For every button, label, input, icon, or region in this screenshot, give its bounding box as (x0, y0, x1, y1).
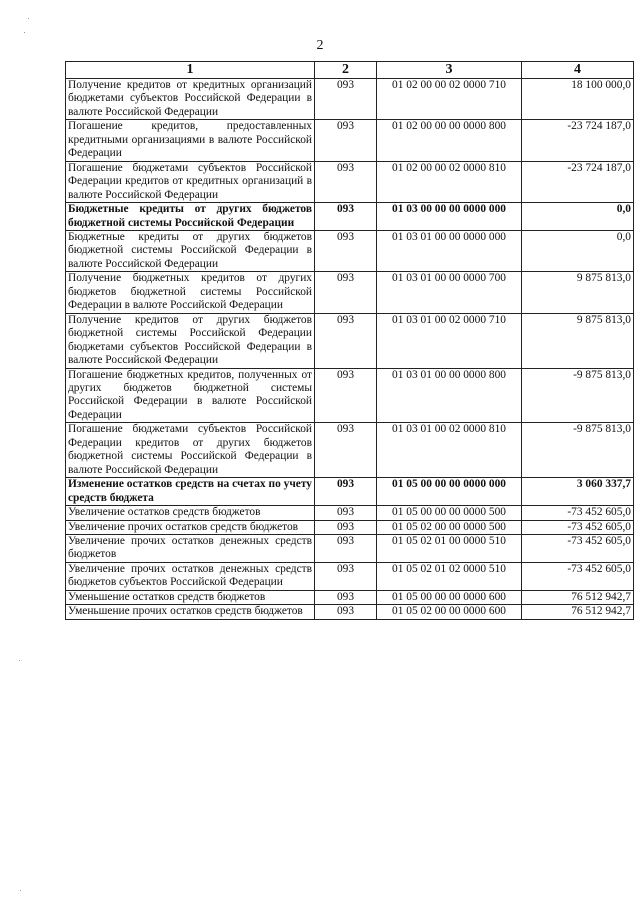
table-header-row (66, 62, 634, 79)
row-code-cell: 01 05 02 01 00 0000 510 (377, 534, 522, 562)
row-admin-cell: 093 (315, 203, 377, 231)
table-row (66, 520, 634, 534)
table-row (66, 272, 634, 313)
row-amount-cell: 0,0 (522, 230, 634, 271)
table-row (66, 120, 634, 161)
row-code-cell: 01 05 02 00 00 0000 500 (377, 520, 522, 534)
row-admin-cell: 093 (315, 590, 377, 604)
row-code-cell: 01 05 02 01 02 0000 510 (377, 562, 522, 590)
table-row (66, 230, 634, 271)
row-amount-cell: -23 724 187,0 (522, 120, 634, 161)
row-code-cell: 01 03 00 00 00 0000 000 (377, 203, 522, 231)
table-row (66, 478, 634, 506)
table-row (66, 423, 634, 478)
row-name-cell: Бюджетные кредиты от других бюджетов бюджетной системы Российской Федерации (66, 203, 315, 231)
row-code-cell: 01 05 00 00 00 0000 000 (377, 478, 522, 506)
table-row (66, 368, 634, 423)
row-amount-cell: -73 452 605,0 (522, 506, 634, 520)
row-name-cell: Погашение бюджетами субъектов Российской Федерации кредитов от других бюджетов бюджетной системы Российской Федерации в валюте Российской Федерации (66, 423, 315, 478)
row-code-cell: 01 03 01 00 00 0000 000 (377, 230, 522, 271)
row-amount-cell: 18 100 000,0 (522, 79, 634, 120)
column-header-admin: 2 (315, 62, 377, 79)
row-name-cell: Получение кредитов от кредитных организаций бюджетами субъектов Российской Федерации в валюте Российской Федерации (66, 79, 315, 120)
row-code-cell: 01 05 00 00 00 0000 500 (377, 506, 522, 520)
row-amount-cell: -73 452 605,0 (522, 520, 634, 534)
row-name-cell: Погашение бюджетных кредитов, полученных от других бюджетов бюджетной системы Российской Федерации в валюте Российской Федерации (66, 368, 315, 423)
row-code-cell: 01 03 01 00 02 0000 810 (377, 423, 522, 478)
scan-speck (28, 18, 29, 19)
row-admin-cell: 093 (315, 79, 377, 120)
row-code-cell: 01 02 00 00 02 0000 810 (377, 161, 522, 202)
row-admin-cell: 093 (315, 562, 377, 590)
row-amount-cell: -9 875 813,0 (522, 368, 634, 423)
column-header-name: 1 (66, 62, 315, 79)
row-admin-cell: 093 (315, 478, 377, 506)
row-name-cell: Увеличение прочих остатков средств бюджетов (66, 520, 315, 534)
row-code-cell: 01 05 00 00 00 0000 600 (377, 590, 522, 604)
row-code-cell: 01 02 00 00 02 0000 710 (377, 79, 522, 120)
row-name-cell: Увеличение прочих остатков денежных средств бюджетов субъектов Российской Федерации (66, 562, 315, 590)
row-admin-cell: 093 (315, 120, 377, 161)
row-code-cell: 01 03 01 00 00 0000 800 (377, 368, 522, 423)
row-amount-cell: 9 875 813,0 (522, 313, 634, 368)
row-name-cell: Изменение остатков средств на счетах по учету средств бюджета (66, 478, 315, 506)
table-row (66, 506, 634, 520)
row-name-cell: Уменьшение прочих остатков средств бюджетов (66, 605, 315, 619)
row-amount-cell: 76 512 942,7 (522, 605, 634, 619)
row-admin-cell: 093 (315, 423, 377, 478)
column-header-amount: 4 (522, 62, 634, 79)
table-row (66, 203, 634, 231)
row-amount-cell: 9 875 813,0 (522, 272, 634, 313)
row-name-cell: Уменьшение остатков средств бюджетов (66, 590, 315, 604)
table-row (66, 534, 634, 562)
row-admin-cell: 093 (315, 506, 377, 520)
row-admin-cell: 093 (315, 368, 377, 423)
row-code-cell: 01 03 01 00 00 0000 700 (377, 272, 522, 313)
row-amount-cell: 0,0 (522, 203, 634, 231)
row-name-cell: Увеличение остатков средств бюджетов (66, 506, 315, 520)
row-admin-cell: 093 (315, 534, 377, 562)
row-admin-cell: 093 (315, 605, 377, 619)
table-row (66, 605, 634, 619)
table-row (66, 562, 634, 590)
row-amount-cell: -73 452 605,0 (522, 562, 634, 590)
table-row (66, 79, 634, 120)
page-number: 2 (316, 38, 324, 53)
scan-speck (20, 890, 21, 891)
row-name-cell: Погашение бюджетами субъектов Российской Федерации кредитов от кредитных организаций в валюте Российской Федерации (66, 161, 315, 202)
row-admin-cell: 093 (315, 161, 377, 202)
row-admin-cell: 093 (315, 230, 377, 271)
budget-sources-table (65, 61, 634, 620)
row-admin-cell: 093 (315, 272, 377, 313)
row-admin-cell: 093 (315, 520, 377, 534)
row-amount-cell: 76 512 942,7 (522, 590, 634, 604)
row-name-cell: Получение кредитов от других бюджетов бюджетной системы Российской Федерации бюджетами субъектов Российской Федерации в валюте Российской Федерации (66, 313, 315, 368)
row-code-cell: 01 05 02 00 00 0000 600 (377, 605, 522, 619)
row-admin-cell: 093 (315, 313, 377, 368)
table-row (66, 590, 634, 604)
scan-speck (19, 660, 20, 661)
column-header-code: 3 (377, 62, 522, 79)
row-amount-cell: -73 452 605,0 (522, 534, 634, 562)
row-amount-cell: 3 060 337,7 (522, 478, 634, 506)
row-code-cell: 01 02 00 00 00 0000 800 (377, 120, 522, 161)
table-row (66, 313, 634, 368)
row-amount-cell: -23 724 187,0 (522, 161, 634, 202)
row-name-cell: Погашение кредитов, предоставленных кредитными организациями в валюте Российской Федерации (66, 120, 315, 161)
table-body (66, 79, 634, 620)
scan-speck (24, 32, 25, 33)
table-row (66, 161, 634, 202)
row-name-cell: Бюджетные кредиты от других бюджетов бюджетной системы Российской Федерации в валюте Российской Федерации (66, 230, 315, 271)
row-name-cell: Увеличение прочих остатков денежных средств бюджетов (66, 534, 315, 562)
row-name-cell: Получение бюджетных кредитов от других бюджетов бюджетной системы Российской Федерации в валюте Российской Федерации (66, 272, 315, 313)
row-amount-cell: -9 875 813,0 (522, 423, 634, 478)
row-code-cell: 01 03 01 00 02 0000 710 (377, 313, 522, 368)
